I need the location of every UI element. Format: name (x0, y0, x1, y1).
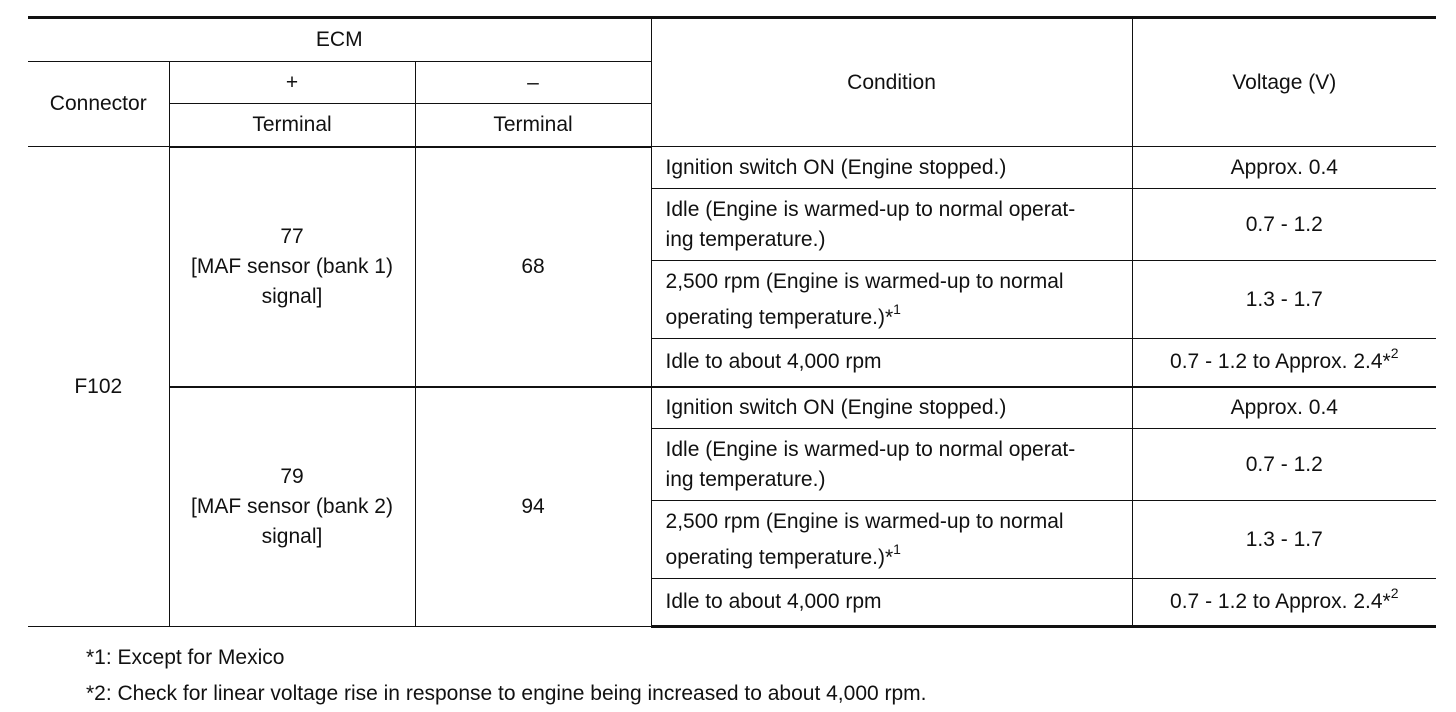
minus-terminal-cell: 94 (415, 387, 651, 627)
voltage-cell: Approx. 0.4 (1132, 147, 1436, 189)
terminal-number: 77 (280, 224, 304, 248)
voltage-cell: 1.3 - 1.7 (1132, 501, 1436, 579)
footnote-2: *2: Check for linear voltage rise in response to engine being increased to about 4,000 rpm. (86, 682, 927, 705)
ecm-header: ECM (28, 18, 651, 62)
condition-cell: 2,500 rpm (Engine is warmed-up to normal operating temperature.)*$^1$ (651, 261, 1132, 339)
voltage-cell: 0.7 - 1.2 (1132, 189, 1436, 261)
table-row (28, 387, 1436, 429)
plus-terminal-cell (169, 147, 415, 387)
terminal-desc: signal] (261, 524, 323, 548)
footnote-ref: 1 (893, 540, 901, 557)
terminal-desc: [MAF sensor (bank 2) (191, 494, 393, 518)
voltage-header: Voltage (V) (1132, 18, 1436, 147)
connector-cell: F102 (28, 147, 169, 627)
plus-header: + (169, 62, 415, 104)
minus-terminal-header: Terminal (415, 104, 651, 147)
voltage-cell: 0.7 - 1.2 to Approx. 2.4*$^2$ (1132, 579, 1436, 627)
footnote-ref: 1 (893, 300, 901, 317)
condition-cell: 2,500 rpm (Engine is warmed-up to normal operating temperature.)*$^1$ (651, 501, 1132, 579)
footnote-1: *1: Except for Mexico (86, 646, 285, 669)
condition-cell: Ignition switch ON (Engine stopped.) (651, 147, 1132, 189)
minus-header: – (415, 62, 651, 104)
table-row (28, 147, 1436, 189)
condition-cell: Idle to about 4,000 rpm (651, 339, 1132, 387)
plus-terminal-cell (169, 387, 415, 627)
voltage-cell: 1.3 - 1.7 (1132, 261, 1436, 339)
voltage-cell: Approx. 0.4 (1132, 387, 1436, 429)
voltage-cell: 0.7 - 1.2 to Approx. 2.4*$^2$ (1132, 339, 1436, 387)
footnote-ref: 2 (1390, 345, 1399, 362)
condition-cell: Idle (Engine is warmed-up to normal operat- ing temperature.) (651, 429, 1132, 501)
condition-header: Condition (651, 18, 1132, 147)
voltage-cell: 0.7 - 1.2 (1132, 429, 1436, 501)
footnote-ref: 2 (1390, 585, 1399, 601)
terminal-desc: [MAF sensor (bank 1) (191, 254, 393, 278)
terminal-number: 79 (280, 464, 304, 488)
connector-header: Connector (28, 62, 169, 147)
condition-cell: Idle (Engine is warmed-up to normal operat- ing temperature.) (651, 189, 1132, 261)
terminal-voltage-table (28, 16, 1436, 628)
condition-cell: Idle to about 4,000 rpm (651, 579, 1132, 627)
terminal-desc: signal] (261, 284, 323, 308)
footnotes (86, 640, 927, 712)
plus-terminal-header: Terminal (169, 104, 415, 147)
condition-cell: Ignition switch ON (Engine stopped.) (651, 387, 1132, 429)
minus-terminal-cell: 68 (415, 147, 651, 387)
